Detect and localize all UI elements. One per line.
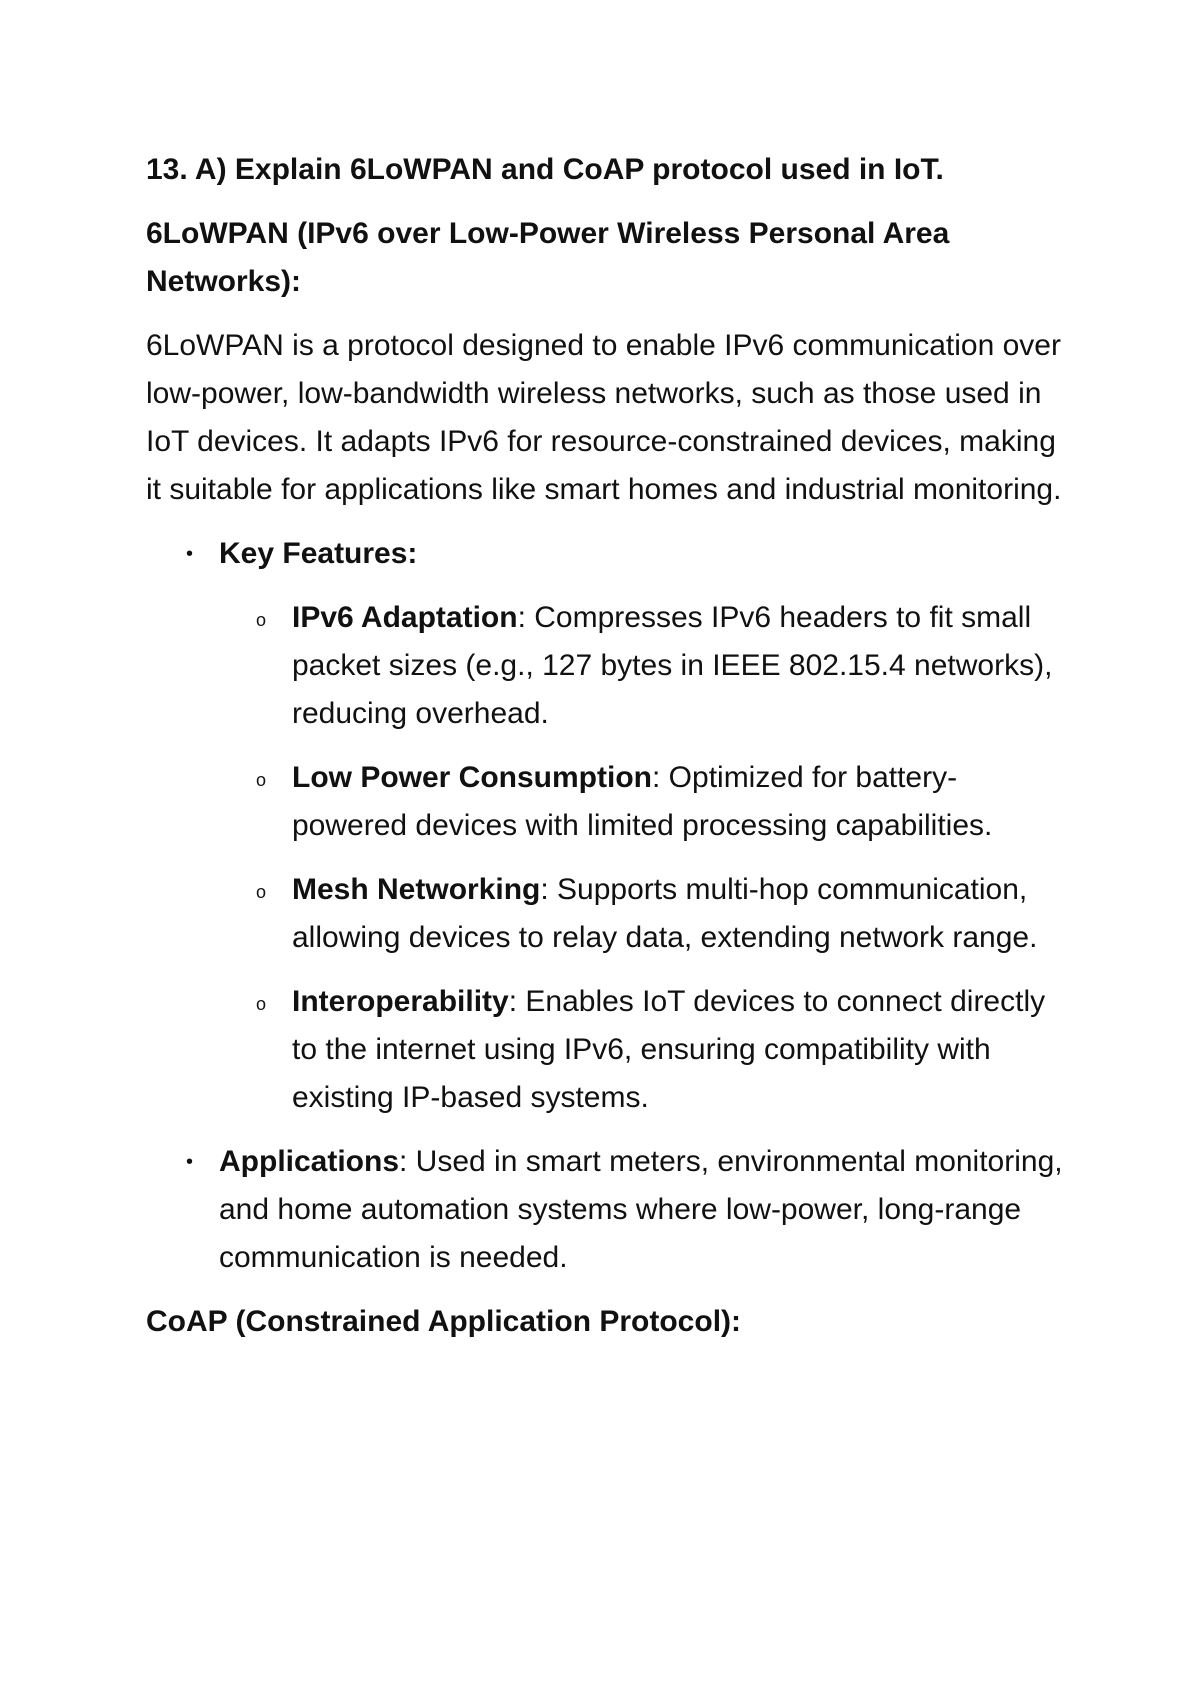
sixlowpan-intro: 6LoWPAN is a protocol designed to enable IPv6 communication over low-power, low-bandwidth wireless networks, such as those used in IoT devices. It adapts IPv6 for resource-constrained devices, making it suitable for applications like smart homes and industrial monitoring. <box>146 329 1062 506</box>
circle-bullet-icon: o <box>256 882 267 902</box>
feature-item <box>219 754 1066 850</box>
list-item-key-features <box>146 530 1066 1122</box>
bullet-icon: • <box>186 1151 194 1173</box>
circle-bullet-icon: o <box>256 994 267 1014</box>
feature-item <box>219 866 1066 962</box>
circle-bullet-icon: o <box>256 770 267 790</box>
features-list <box>219 594 1066 1122</box>
circle-bullet-icon: o <box>256 610 267 630</box>
bullet-icon: • <box>186 543 194 565</box>
feature-term: IPv6 Adaptation <box>292 601 518 634</box>
feature-text: : Supports multi-hop communication, allowing devices to relay data, extending network range. <box>292 873 1038 954</box>
feature-term: Interoperability <box>292 985 509 1018</box>
feature-text: : Enables IoT devices to connect directly to the internet using IPv6, ensuring compatibility with existing IP-based systems. <box>292 985 1046 1114</box>
feature-text: : Optimized for battery-powered devices with limited processing capabilities. <box>292 761 993 842</box>
applications-term: Applications <box>219 1145 400 1178</box>
list-item-applications <box>146 1138 1066 1282</box>
sixlowpan-list <box>146 530 1066 1282</box>
feature-text: : Compresses IPv6 headers to fit small packet sizes (e.g., 127 bytes in IEEE 802.15.4 networks), reducing overhead. <box>292 601 1053 730</box>
sixlowpan-heading: 6LoWPAN (IPv6 over Low-Power Wireless Personal Area Networks): <box>146 217 950 298</box>
question-title: 13. A) Explain 6LoWPAN and CoAP protocol used in IoT. <box>146 153 944 186</box>
feature-term: Low Power Consumption <box>292 761 652 794</box>
feature-item <box>219 594 1066 738</box>
document-content <box>146 146 1066 1362</box>
coap-heading: CoAP (Constrained Application Protocol): <box>146 1305 742 1338</box>
feature-item <box>219 978 1066 1122</box>
feature-term: Mesh Networking <box>292 873 541 906</box>
key-features-label: Key Features: <box>219 537 418 570</box>
applications-text: : Used in smart meters, environmental monitoring, and home automation systems where low-power, long-range communication is needed. <box>219 1145 1063 1274</box>
